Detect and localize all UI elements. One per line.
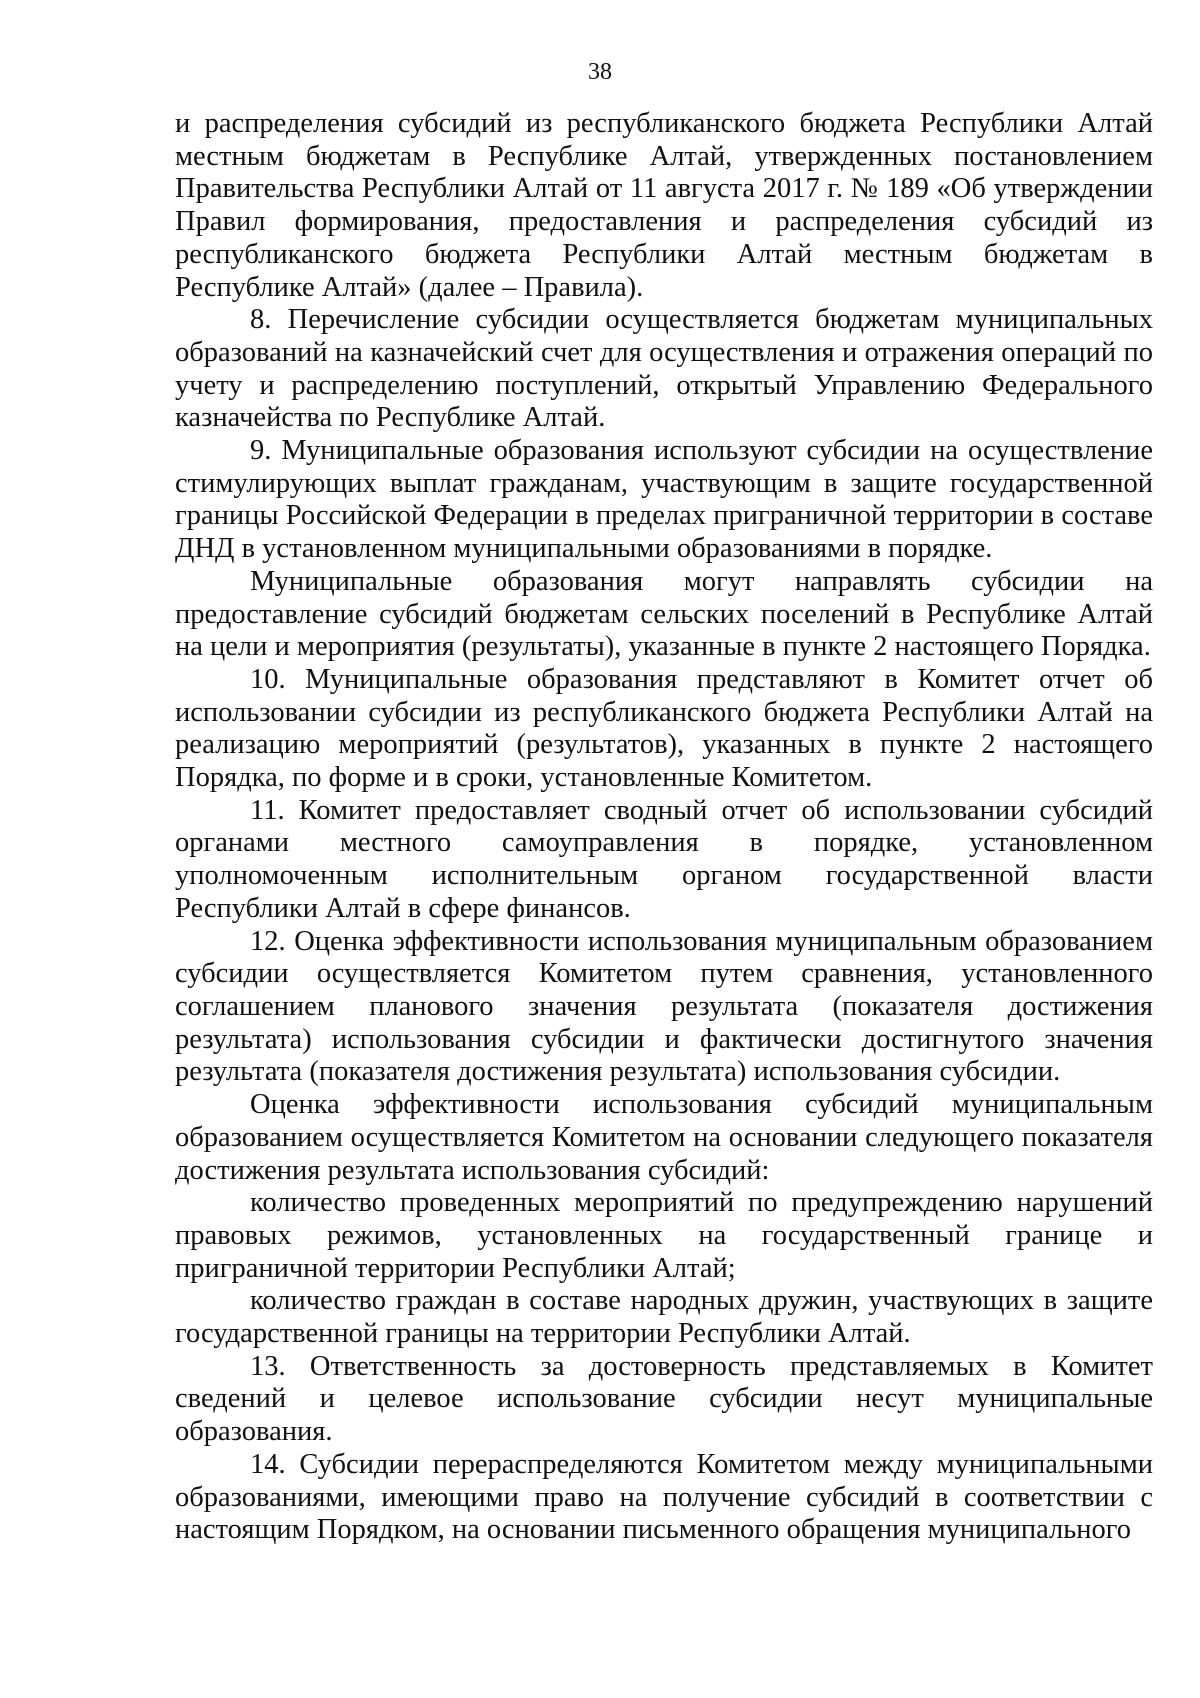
indicator-item-2: количество граждан в составе народных дружин, участвующих в защите государственной границы на территории Республики Алтай. bbox=[175, 1285, 1153, 1350]
paragraph-continuation: и распределения субсидий из республиканского бюджета Республики Алтай местным бюджетам в Республике Алтай, утвержденных постановлением Правительства Республики Алтай от 11 августа 2017 г. № 189 «Об утверждении Правил формирования, предоставления и распределения субсидий из республиканского бюджета Республики Алтай местным бюджетам в Республике Алтай» (далее – Правила). bbox=[175, 108, 1153, 303]
paragraph-8: 8. Перечисление субсидии осуществляется бюджетам муниципальных образований на казначейский счет для осуществления и отражения операций по учету и распределению поступлений, открытый Управлению Федерального казначейства по Республике Алтай. bbox=[175, 304, 1153, 434]
document-body bbox=[175, 108, 1153, 1547]
paragraph-9-sub: Муниципальные образования могут направлять субсидии на предоставление субсидий бюджетам сельских поселений в Республике Алтай на цели и мероприятия (результаты), указанные в пункте 2 настоящего Порядка. bbox=[175, 565, 1153, 663]
page-number: 38 bbox=[588, 59, 612, 85]
paragraph-10: 10. Муниципальные образования представляют в Комитет отчет об использовании субсидии из республиканского бюджета Республики Алтай на реализацию мероприятий (результатов), указанных в пункте 2 настоящего Порядка, по форме и в сроки, установленные Комитетом. bbox=[175, 663, 1153, 794]
indicator-item-1: количество проведенных мероприятий по предупреждению нарушений правовых режимов, установленных на государственный границе и приграничной территории Республики Алтай; bbox=[175, 1187, 1153, 1284]
paragraph-11: 11. Комитет предоставляет сводный отчет об использовании субсидий органами местного самоуправления в порядке, установленном уполномоченным исполнительным органом государственной власти Республики Алтай в сфере финансов. bbox=[175, 794, 1153, 924]
paragraph-12: 12. Оценка эффективности использования муниципальным образованием субсидии осуществляется Комитетом путем сравнения, установленного соглашением планового значения результата (показателя достижения результата) использования субсидии и фактически достигнутого значения результата (показателя достижения результата) использования субсидии. bbox=[175, 925, 1153, 1088]
paragraph-13: 13. Ответственность за достоверность представляемых в Комитет сведений и целевое использование субсидии несут муниципальные образования. bbox=[175, 1350, 1153, 1448]
paragraph-9: 9. Муниципальные образования используют субсидии на осуществление стимулирующих выплат гражданам, участвующим в защите государственной границы Российской Федерации в пределах приграничной территории в составе ДНД в установленном муниципальными образованиями в порядке. bbox=[175, 435, 1153, 565]
paragraph-12-sub: Оценка эффективности использования субсидий муниципальным образованием осуществляется Комитетом на основании следующего показателя достижения результата использования субсидий: bbox=[175, 1089, 1153, 1186]
paragraph-14: 14. Субсидии перераспределяются Комитетом между муниципальными образованиями, имеющими право на получение субсидий в соответствии с настоящим Порядком, на основании письменного обращения муниципального bbox=[175, 1448, 1153, 1546]
